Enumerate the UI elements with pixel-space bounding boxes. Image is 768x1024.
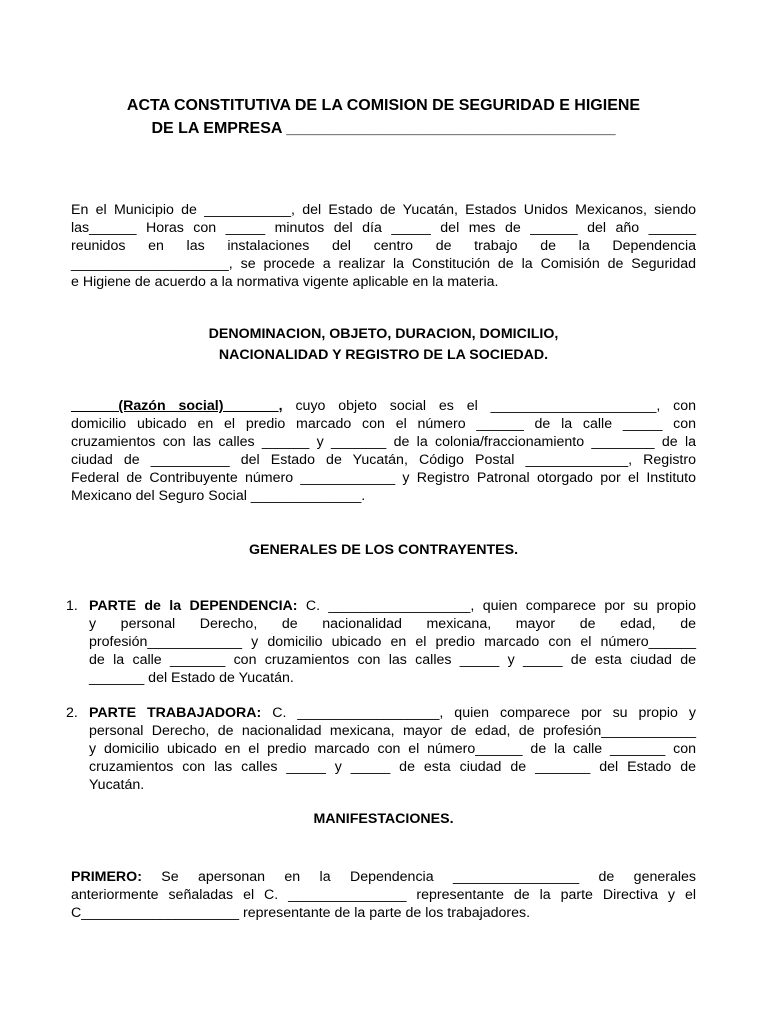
intro-line: e Higiene de acuerdo a la normativa vigente aplicable en la materia. <box>71 274 499 290</box>
parte-dependencia-label: PARTE de la DEPENDENCIA: <box>89 598 298 614</box>
primero-label: PRIMERO: <box>71 869 142 885</box>
sociedad-line: ciudad de __________ del Estado de Yucatán, Código Postal _____________, Registro <box>71 452 696 468</box>
list-item-line-first <box>89 704 696 722</box>
primero-line: anteriormente señaladas el C. _______________ representante de la parte Directiva y el <box>71 887 696 903</box>
list-item-line: Yucatán. <box>89 777 145 793</box>
primero-line-first <box>71 868 696 886</box>
section-heading-manifestaciones <box>70 809 697 830</box>
section-heading-line-2: NACIONALIDAD Y REGISTRO DE LA SOCIEDAD. <box>218 347 549 363</box>
sociedad-line: Federal de Contribuyente número ____________ y Registro Patronal otorgado por el Instituto <box>71 470 696 486</box>
list-item-line: de la calle _______ con cruzamientos con las calles _____ y _____ de esta ciudad de <box>89 652 696 668</box>
parte-trabajadora-label: PARTE TRABAJADORA: <box>89 705 262 721</box>
list-item-line-first <box>89 597 696 615</box>
primero-paragraph <box>71 868 696 922</box>
sociedad-line: Mexicano del Seguro Social ______________. <box>71 488 366 504</box>
intro-line: ____________________, se procede a realizar la Constitución de la Comisión de Seguridad <box>71 256 696 272</box>
document-title <box>70 94 697 140</box>
razon-social-label: ______(Razón social)_______, <box>71 398 283 414</box>
section-heading-generales-text: GENERALES DE LOS CONTRAYENTES. <box>248 542 519 558</box>
section-heading-manifestaciones-text: MANIFESTACIONES. <box>313 811 454 827</box>
sociedad-line-first <box>71 397 696 415</box>
primero-first-rest: Se apersonan en la Dependencia ________________ de generales <box>141 869 696 885</box>
sociedad-line: domicilio ubicado en el predio marcado con el número ______ de la calle _____ con <box>71 416 696 432</box>
list-item-body <box>89 597 696 687</box>
list-item-number: 1. <box>66 598 78 614</box>
list-item-first-rest: C. __________________, quien comparece por su propio <box>297 598 696 614</box>
intro-line: En el Municipio de ___________, del Estado de Yucatán, Estados Unidos Mexicanos, siendo <box>71 202 696 218</box>
list-item-line: y personal Derecho, de nacionalidad mexicana, mayor de edad, de <box>89 616 696 632</box>
sociedad-line: cruzamientos con las calles ______ y _______ de la colonia/fraccionamiento ________ de la <box>71 434 696 450</box>
primero-line: C____________________ representante de la parte de los trabajadores. <box>71 905 531 921</box>
list-item-line: y domicilio ubicado en el predio marcado con el número______ de la calle _______ con <box>89 741 696 757</box>
intro-line: reunidos en las instalaciones del centro de trabajo de la Dependencia <box>71 238 696 254</box>
title-line-1: ACTA CONSTITUTIVA DE LA COMISION DE SEGURIDAD E HIGIENE <box>126 97 641 114</box>
list-item-line: _______ del Estado de Yucatán. <box>89 670 294 686</box>
intro-paragraph <box>71 201 696 291</box>
intro-line: las______ Horas con _____ minutos del día _____ del mes de ______ del año ______ <box>71 220 696 236</box>
list-item-line: cruzamientos con las calles _____ y _____ de esta ciudad de _______ del Estado de <box>89 759 696 775</box>
sociedad-first-rest: cuyo objeto social es el _____________________, con <box>282 398 696 414</box>
list-item-body <box>89 704 696 794</box>
list-item-line: personal Derecho, de nacionalidad mexicana, mayor de edad, de profesión____________ <box>89 723 696 739</box>
list-item-line: profesión____________ y domicilio ubicado en el predio marcado con el número______ <box>89 634 696 650</box>
section-heading-denominacion <box>70 324 697 366</box>
section-heading-generales <box>70 540 697 561</box>
list-item-first-rest: C. __________________, quien comparece por su propio y <box>261 705 697 721</box>
list-item-number: 2. <box>66 705 78 721</box>
title-line-2: DE LA EMPRESA _____________________________________ <box>151 120 616 137</box>
sociedad-paragraph <box>71 397 696 505</box>
section-heading-line-1: DENOMINACION, OBJETO, DURACION, DOMICILIO, <box>208 326 559 342</box>
